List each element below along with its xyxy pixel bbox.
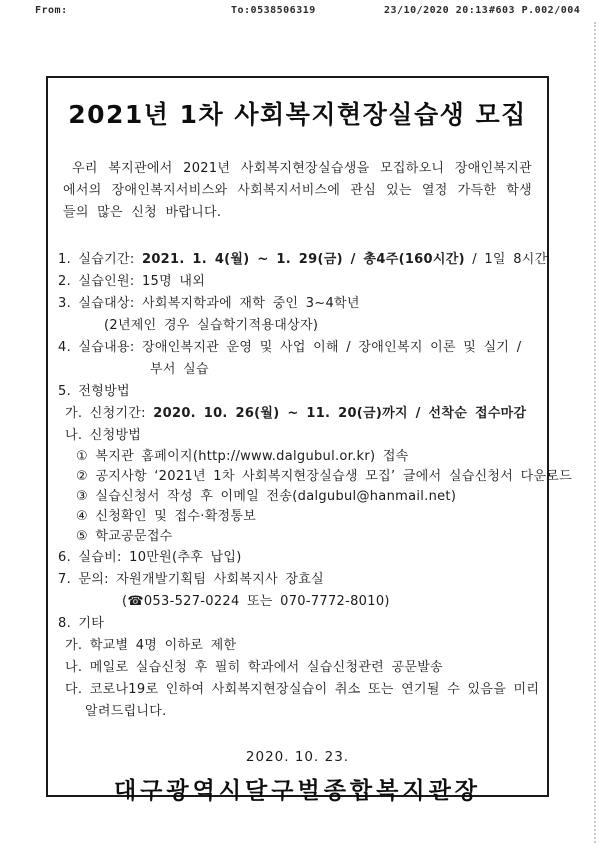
item-etc: 8. 기타 <box>58 616 105 631</box>
item-period-dates: 2021. 1. 4(월) ~ 1. 29(금) / 총4주(160시간) <box>141 252 465 267</box>
item-selection: 5. 전형방법 <box>58 384 130 399</box>
item-period <box>48 249 547 271</box>
fax-header <box>0 5 610 19</box>
apply-step-4: ④ 신청확인 및 접수·확정통보 <box>76 509 257 524</box>
item-apply-period-dates: 2020. 10. 26(월) ~ 11. 20(금)까지 / 선착순 접수마감 <box>153 406 527 421</box>
notice-signature: 대구광역시달구벌종합복지관장 <box>113 778 482 804</box>
item-etc-c-line1: 다. 코로나19로 인하여 사회복지현장실습이 취소 또는 연기될 수 있음을 미리 <box>65 682 540 697</box>
item-apply-period-prefix: 가. 신청기간: <box>65 406 154 421</box>
item-etc-b: 나. 메일로 실습신청 후 필히 학과에서 실습신청관련 공문발송 <box>65 660 443 675</box>
item-apply-method: 나. 신청방법 <box>65 428 142 443</box>
notice-intro: 우리 복지관에서 2021년 사회복지현장실습생을 모집하오니 장애인복지관에서의 장애인복지서비스와 사회복지서비스에 관심 있는 열정 가득한 학생들의 많은 신청 바랍니다. <box>63 161 532 220</box>
item-content-line1: 4. 실습내용: 장애인복지관 운영 및 사업 이해 / 장애인복지 이론 및 실기 / <box>58 340 522 355</box>
notice-date: 2020. 10. 23. <box>245 749 350 765</box>
apply-step-3: ③ 실습신청서 작성 후 이메일 전송(dalgubul@hanmail.net) <box>76 489 457 504</box>
fax-from-label: From: <box>35 5 68 16</box>
item-target-note: (2년제인 경우 실습학기적용대상자) <box>104 318 319 333</box>
item-contact-phone: (☎053-527-0224 또는 070-7772-8010) <box>122 594 390 609</box>
apply-step-1: ① 복지관 홈페이지(http://www.dalgubul.or.kr) 접속 <box>76 449 409 464</box>
item-etc-c-line2: 알려드립니다. <box>85 704 167 719</box>
item-fee: 6. 실습비: 10만원(추후 납입) <box>58 550 242 565</box>
item-content-line2: 부서 실습 <box>150 362 209 377</box>
fax-page-info: #603 P.002/004 <box>489 5 581 16</box>
scan-artifact-line <box>594 22 596 843</box>
notice-title: 2021년 1차 사회복지현장실습생 모집 <box>68 100 527 129</box>
fax-datetime: 23/10/2020 20:13 <box>384 5 489 16</box>
fax-to-number: To:0538506319 <box>231 5 316 16</box>
apply-step-5: ⑤ 학교공문접수 <box>76 529 173 544</box>
item-period-suffix: / 1일 8시간 <box>464 252 548 267</box>
notice-document <box>46 76 573 804</box>
item-target: 3. 실습대상: 사회복지학과에 재학 중인 3~4학년 <box>58 296 360 311</box>
item-apply-period <box>48 403 547 425</box>
notice-body <box>48 249 573 723</box>
item-capacity: 2. 실습인원: 15명 내외 <box>58 274 206 289</box>
item-contact: 7. 문의: 자원개발기획팀 사회복지사 장효실 <box>58 572 324 587</box>
apply-step-2: ② 공지사항 ‘2021년 1차 사회복지현장실습생 모집’ 글에서 실습신청서 다운로드 <box>76 469 573 484</box>
item-etc-a: 가. 학교별 4명 이하로 제한 <box>65 638 237 653</box>
item-period-prefix: 1. 실습기간: <box>58 252 142 267</box>
